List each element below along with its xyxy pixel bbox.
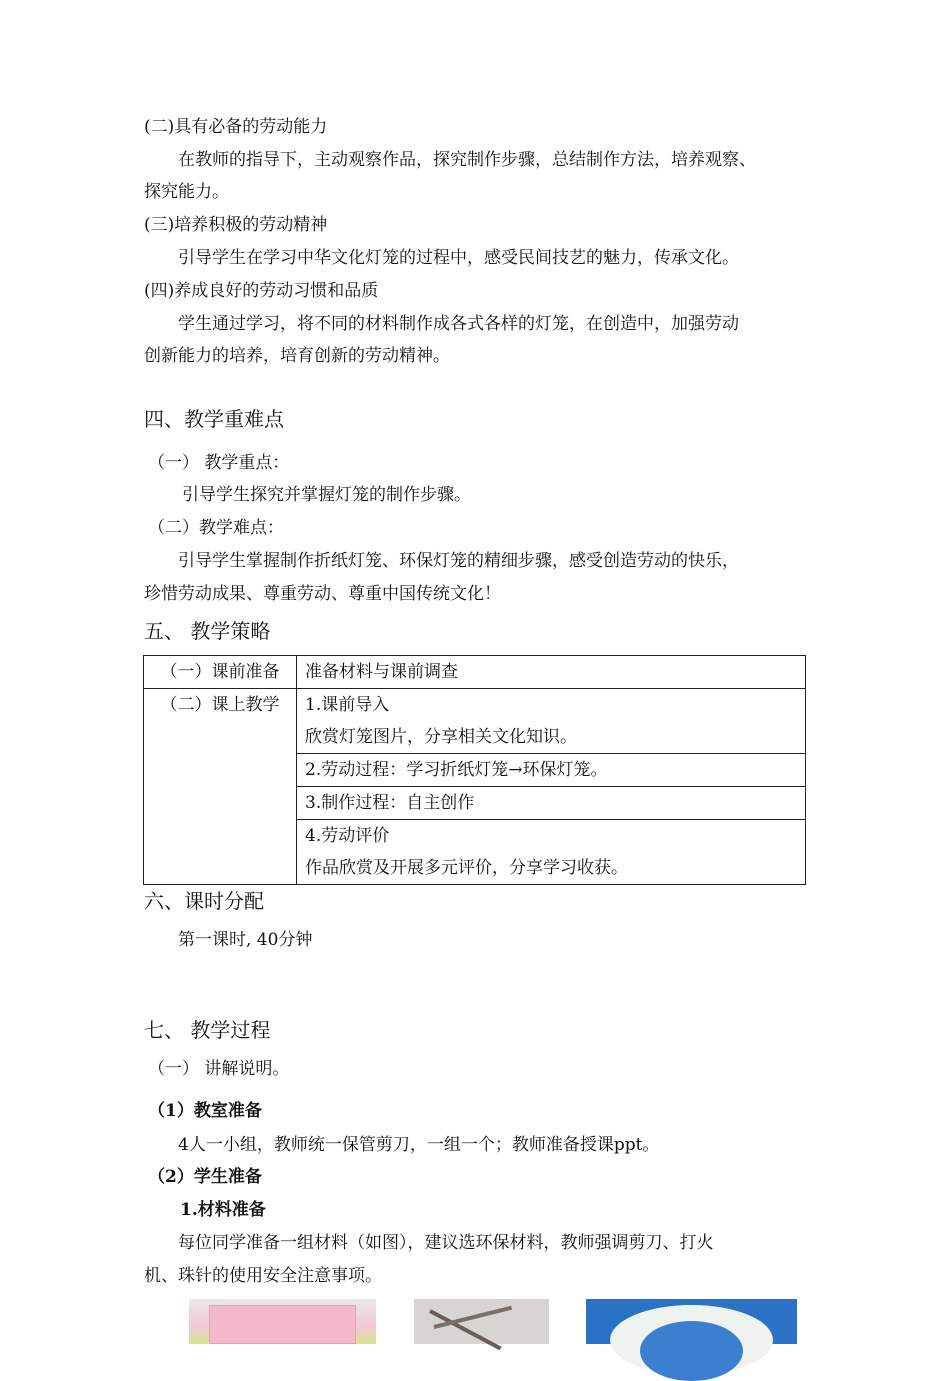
table-cell: 准备材料与课前调查 — [297, 656, 806, 689]
table-cell: （一）课前准备 — [144, 656, 297, 689]
line: 学生通过学习，将不同的材料制作成各式各样的灯笼，在创造中，加强劳动 — [178, 314, 739, 334]
table-row — [144, 689, 806, 754]
line: 4人一小组，教师统一保管剪刀，一组一个；教师准备授课ppt。 — [178, 1135, 660, 1155]
strategy-table — [143, 655, 806, 885]
line: 在教师的指导下，主动观察作品，探究制作步骤，总结制作方法，培养观察、 — [178, 150, 756, 170]
table-cell: 2.劳动过程：学习折纸灯笼→环保灯笼。 — [297, 754, 806, 787]
line: 探究能力。 — [144, 182, 229, 202]
table-cell: 3.制作过程：自主创作 — [297, 787, 806, 820]
table-cell: （二）课上教学 — [144, 689, 297, 885]
line: （一） 教学重点： — [148, 453, 290, 473]
section-title: 四、教学重难点 — [144, 407, 284, 431]
cell-line: 欣赏灯笼图片，分享相关文化知识。 — [305, 727, 577, 747]
line: 第一课时, 40分钟 — [178, 930, 313, 950]
table-cell — [297, 689, 806, 754]
line: 引导学生掌握制作折纸灯笼、环保灯笼的精细步骤，感受创造劳动的快乐， — [178, 551, 739, 571]
line: (二)具有必备的劳动能力 — [144, 117, 328, 137]
line: (三)培养积极的劳动精神 — [144, 215, 328, 235]
colored-paper-photo — [189, 1299, 376, 1344]
table-row — [144, 656, 806, 689]
section-title: 七、 教学过程 — [144, 1018, 271, 1042]
line: 珍惜劳动成果、尊重劳动、尊重中国传统文化！ — [144, 584, 501, 604]
section-title: 五、 教学策略 — [144, 619, 271, 643]
line: 1.材料准备 — [180, 1200, 266, 1220]
line: （二）教学难点： — [148, 518, 284, 538]
cell-line: 4.劳动评价 — [305, 826, 390, 846]
tape-roll-photo — [586, 1299, 797, 1344]
line: 机、珠针的使用安全注意事项。 — [144, 1266, 382, 1286]
line: （一） 讲解说明。 — [148, 1059, 290, 1079]
section-title: 六、课时分配 — [144, 889, 264, 913]
line: (四)养成良好的劳动习惯和品质 — [144, 281, 379, 301]
table-cell — [297, 820, 806, 885]
line: 引导学生在学习中华文化灯笼的过程中，感受民间技艺的魅力，传承文化。 — [178, 248, 739, 268]
scissors-photo — [414, 1299, 549, 1344]
cell-line: 1.课前导入 — [305, 695, 390, 715]
line: 创新能力的培养，培育创新的劳动精神。 — [144, 346, 450, 366]
cell-line: 作品欣赏及开展多元评价，分享学习收获。 — [305, 858, 628, 878]
line: （2）学生准备 — [148, 1167, 262, 1187]
line: 每位同学准备一组材料（如图），建议选环保材料，教师强调剪刀、打火 — [178, 1233, 714, 1253]
line: （1）教室准备 — [148, 1101, 262, 1121]
line: 引导学生探究并掌握灯笼的制作步骤。 — [182, 485, 471, 505]
